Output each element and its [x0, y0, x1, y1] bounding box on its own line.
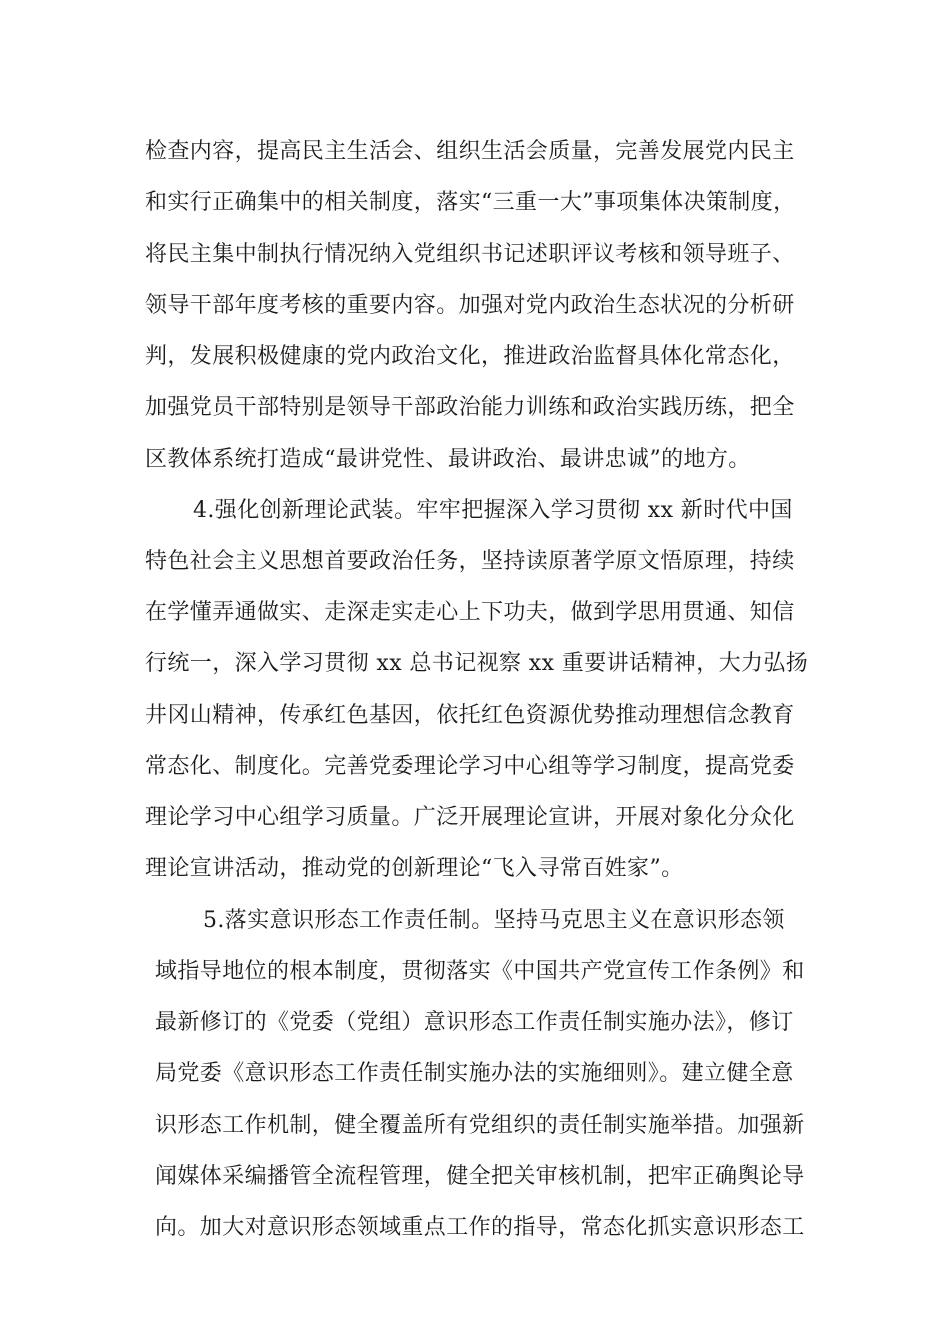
paragraph-1-line-1: 检查内容，提高民主生活会、组织生活会质量，完善发展党内民主 [145, 139, 795, 164]
paragraph-1-line-4: 领导干部年度考核的重要内容。加强对党内政治生态状况的分析研 [145, 293, 795, 318]
paragraph-3-line-1: 5.落实意识形态工作责任制。坚持马克思主义在意识形态领 [203, 908, 785, 933]
paragraph-2-line-3: 在学懂弄通做实、走深走实走心上下功夫，做到学思用贯通、知信 [145, 600, 795, 625]
paragraph-3-line-3: 最新修订的《党委（党组）意识形态工作责任制实施办法》，修订 [155, 1010, 794, 1035]
paragraph-2-line-7: 理论学习中心组学习质量。广泛开展理论宣讲，开展对象化分众化 [145, 805, 795, 830]
paragraph-2-line-6: 常态化、制度化。完善党委理论学习中心组等学习制度，提高党委 [145, 754, 795, 779]
paragraph-1-line-6: 加强党员干部特别是领导干部政治能力训练和政治实践历练，把全 [145, 395, 795, 420]
paragraph-1-line-7: 区教体系统打造成“最讲党性、最讲政治、最讲忠诚”的地方。 [145, 447, 751, 472]
paragraph-2-line-5: 井冈山精神，传承红色基因，依托红色资源优势推动理想信念教育 [145, 703, 795, 728]
paragraph-2-line-1: 4.强化创新理论武装。牢牢把握深入学习贯彻 xx 新时代中国 [193, 498, 793, 523]
paragraph-1-line-2: 和实行正确集中的相关制度，落实“三重一大”事项集体决策制度， [145, 190, 796, 215]
paragraph-3-line-2: 域指导地位的根本制度，贯彻落实《中国共产党宣传工作条例》和 [155, 959, 805, 984]
paragraph-3-line-4: 局党委《意识形态工作责任制实施办法的实施细则》。建立健全意 [155, 1061, 794, 1086]
paragraph-3-line-5: 识形态工作机制，健全覆盖所有党组织的责任制实施举措。加强新 [155, 1113, 805, 1138]
paragraph-3-line-7: 向。加大对意识形态领域重点工作的指导，常态化抓实意识形态工 [155, 1215, 805, 1240]
paragraph-2-line-4: 行统一，深入学习贯彻 xx 总书记视察 xx 重要讲话精神，大力弘扬 [145, 651, 809, 676]
paragraph-1-line-3: 将民主集中制执行情况纳入党组织书记述职评议考核和领导班子、 [145, 242, 795, 267]
paragraph-2-line-2: 特色社会主义思想首要政治任务，坚持读原著学原文悟原理，持续 [145, 549, 795, 574]
paragraph-3-line-6: 闻媒体采编播管全流程管理，健全把关审核机制，把牢正确舆论导 [155, 1164, 805, 1189]
paragraph-1-line-5: 判，发展积极健康的党内政治文化，推进政治监督具体化常态化， [145, 344, 795, 369]
paragraph-2-line-8: 理论宣讲活动，推动党的创新理论“飞入寻常百姓家”。 [145, 856, 684, 881]
